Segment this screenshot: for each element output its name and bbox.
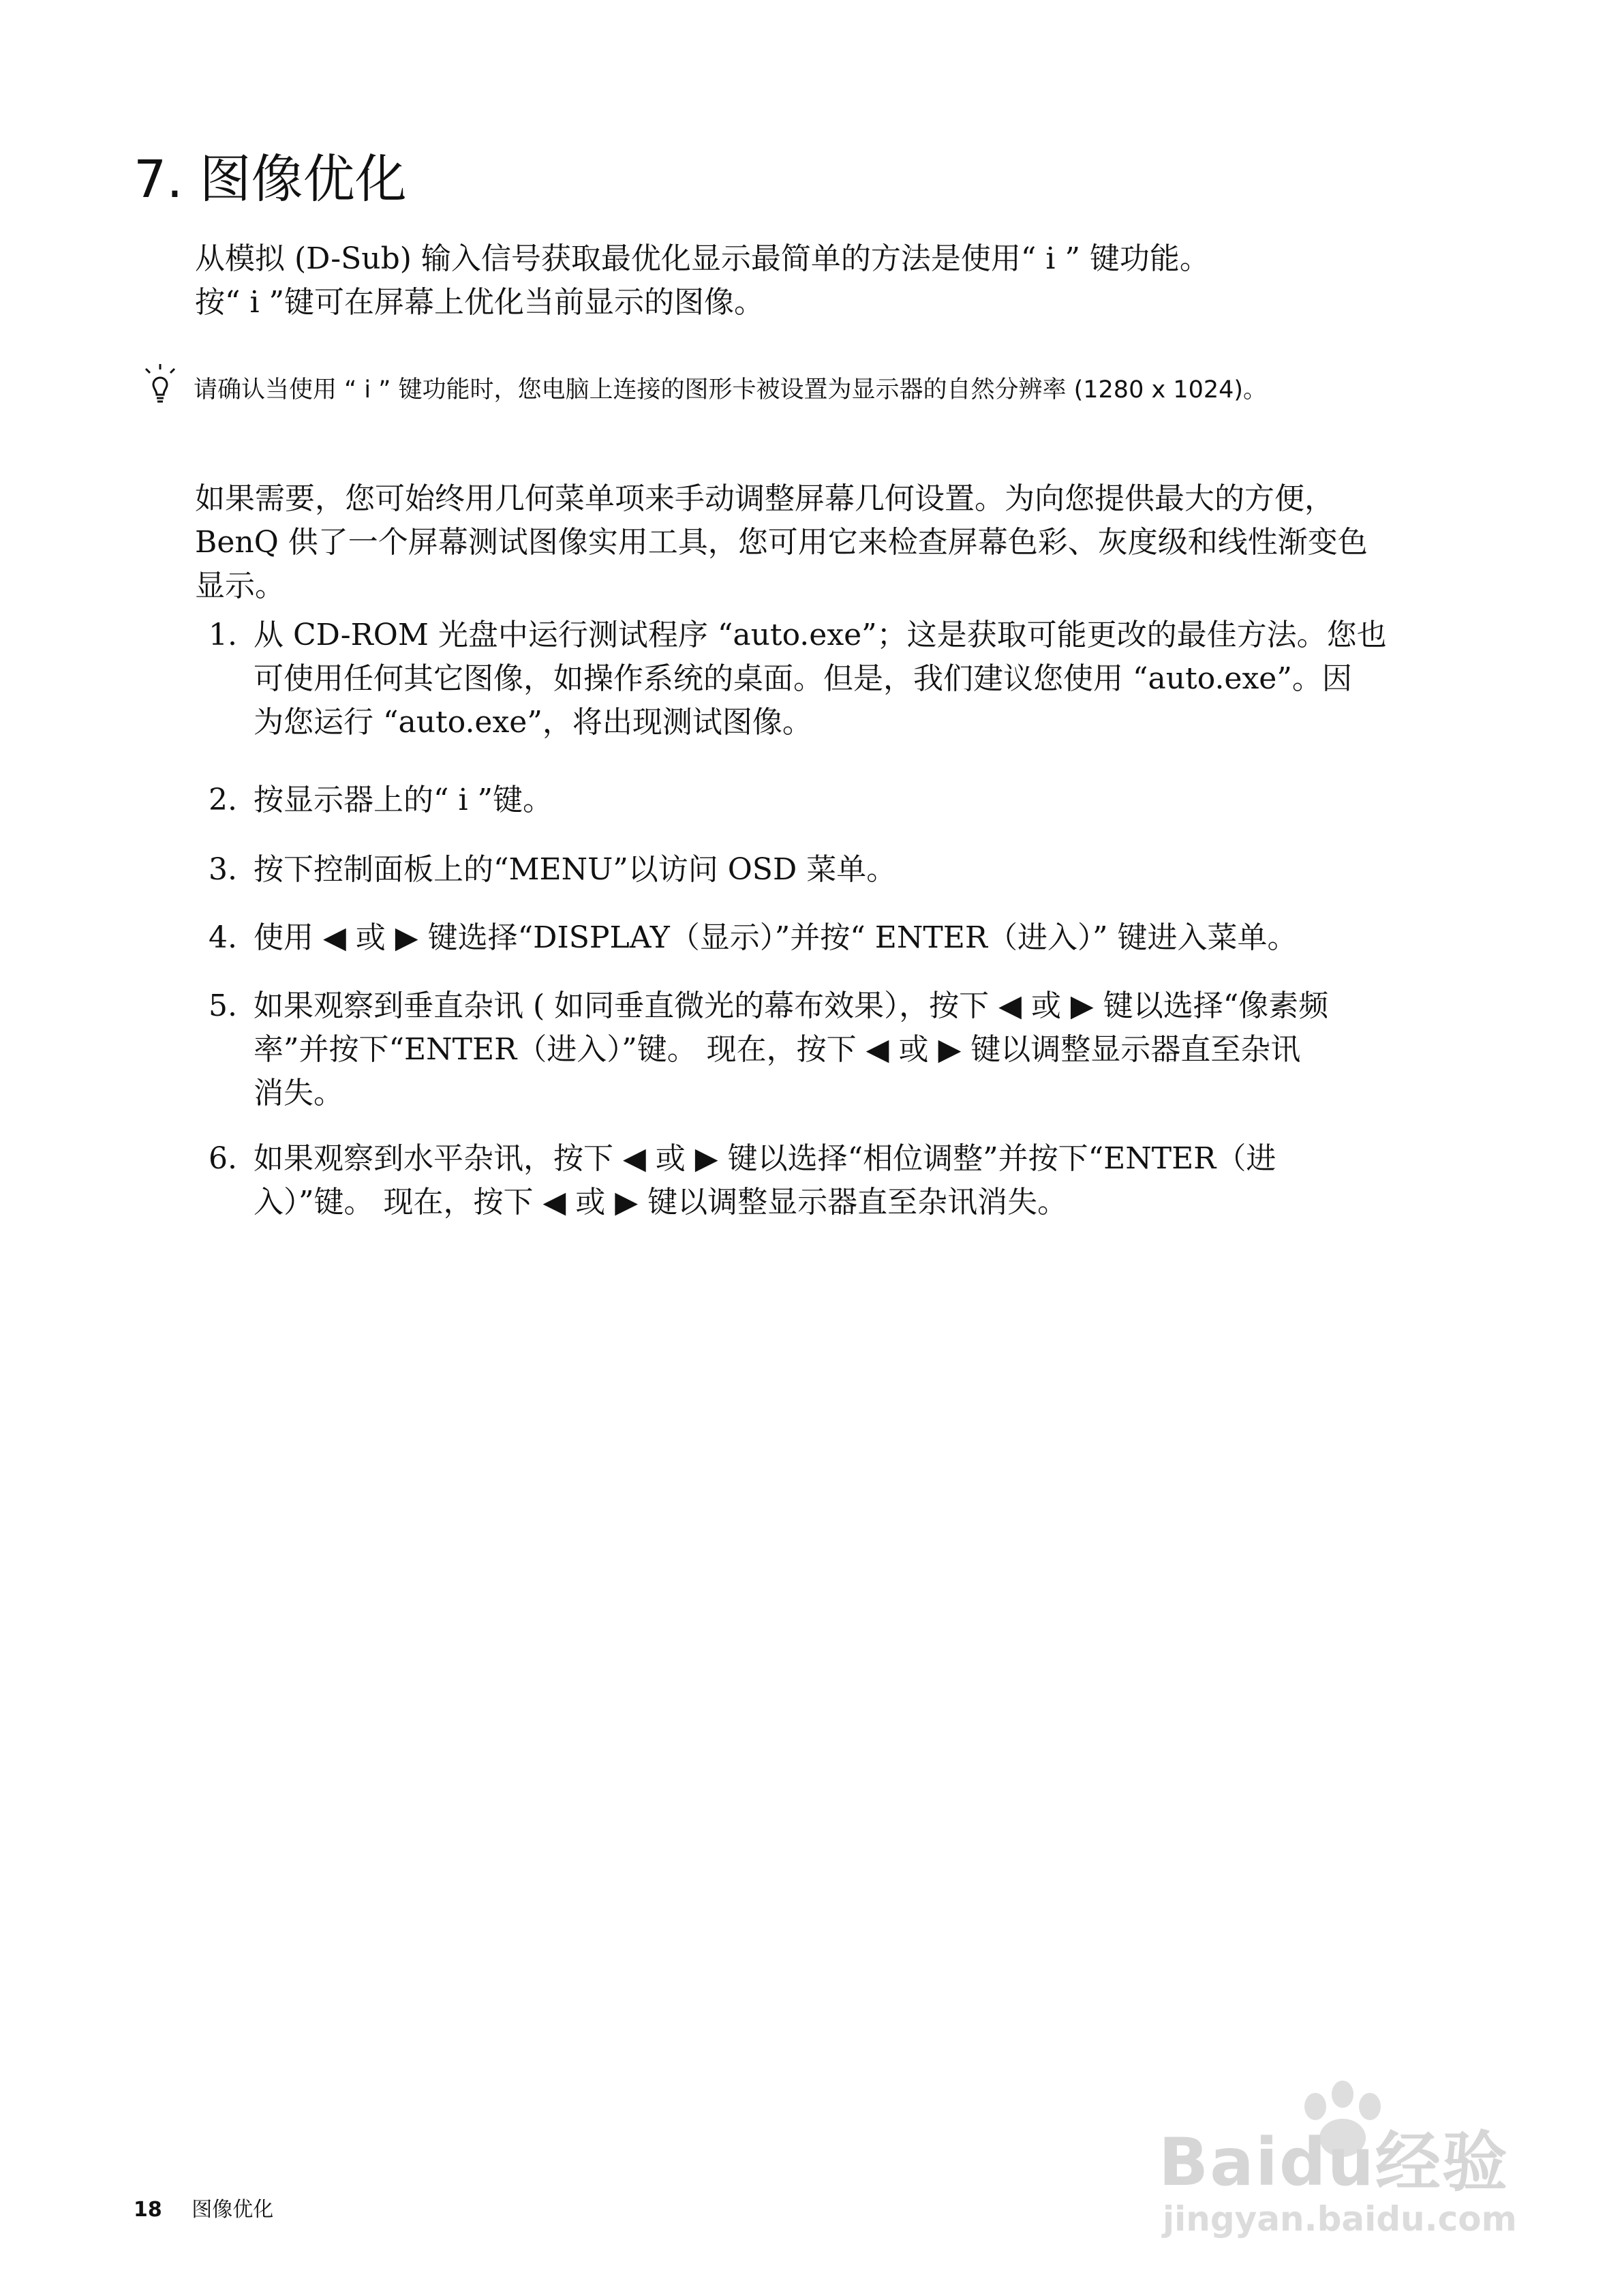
- step-line: 消失。: [254, 1076, 343, 1111]
- step-number: 5.: [209, 988, 237, 1023]
- watermark: [1159, 2079, 1540, 2250]
- step-line: 入）”键。 现在，按下 ◀ 或 ▶ 键以调整显示器直至杂讯消失。: [254, 1185, 1068, 1220]
- step-line: 从 CD-ROM 光盘中运行测试程序 “auto.exe”；这是获取可能更改的最佳方法。您也: [254, 618, 1387, 652]
- step-line: 如果观察到垂直杂讯 ( 如同垂直微光的幕布效果），按下 ◀ 或 ▶ 键以选择“像素频: [254, 988, 1329, 1023]
- page-title: 7. 图像优化: [134, 149, 407, 209]
- step-line: 按下控制面板上的“MENU”以访问 OSD 菜单。: [254, 852, 897, 887]
- watermark-url: jingyan.baidu.com: [1163, 2199, 1517, 2239]
- lightbulb-icon: [140, 363, 180, 408]
- tip-text: 请确认当使用 “ i ” 键功能时，您电脑上连接的图形卡被设置为显示器的自然分辨率 (1280 x 1024)。: [194, 376, 1268, 404]
- watermark-logo: Baidu经验: [1159, 2124, 1509, 2201]
- footer-section: 图像优化: [192, 2198, 274, 2222]
- step-line: 使用 ◀ 或 ▶ 键选择“DISPLAY（显示）”并按“ ENTER（进入）” 键进入菜单。: [254, 920, 1298, 955]
- intro-paragraph: [195, 237, 1497, 324]
- step-number: 4.: [209, 920, 237, 955]
- paragraph-line: BenQ 供了一个屏幕测试图像实用工具，您可用它来检查屏幕色彩、灰度级和线性渐变色: [195, 525, 1368, 560]
- step-number: 2.: [209, 783, 237, 817]
- step-line: 为您运行 “auto.exe”，将出现测试图像。: [254, 705, 812, 740]
- paragraph-line: 如果需要，您可始终用几何菜单项来手动调整屏幕几何设置。为向您提供最大的方便，: [195, 481, 1334, 516]
- step-number: 1.: [209, 618, 237, 652]
- intro-line: 按“ i ”键可在屏幕上优化当前显示的图像。: [195, 285, 765, 320]
- step-line: 可使用任何其它图像，如操作系统的桌面。但是，我们建议您使用 “auto.exe”。因: [254, 661, 1352, 696]
- step-number: 3.: [209, 852, 237, 887]
- step-line: 如果观察到水平杂讯，按下 ◀ 或 ▶ 键以选择“相位调整”并按下“ENTER（进: [254, 1141, 1276, 1176]
- page-number: 18: [134, 2198, 162, 2222]
- step-line: 按显示器上的“ i ”键。: [254, 783, 553, 817]
- intro-line: 从模拟 (D-Sub) 输入信号获取最优化显示最简单的方法是使用“ i ” 键功能。: [195, 241, 1210, 276]
- geometry-paragraph: [195, 477, 1497, 608]
- page-footer: [134, 2196, 273, 2224]
- step-number: 6.: [209, 1141, 237, 1176]
- paragraph-line: 显示。: [195, 569, 285, 603]
- step-line: 率”并按下“ENTER（进入）”键。 现在，按下 ◀ 或 ▶ 键以调整显示器直至杂讯: [254, 1032, 1301, 1067]
